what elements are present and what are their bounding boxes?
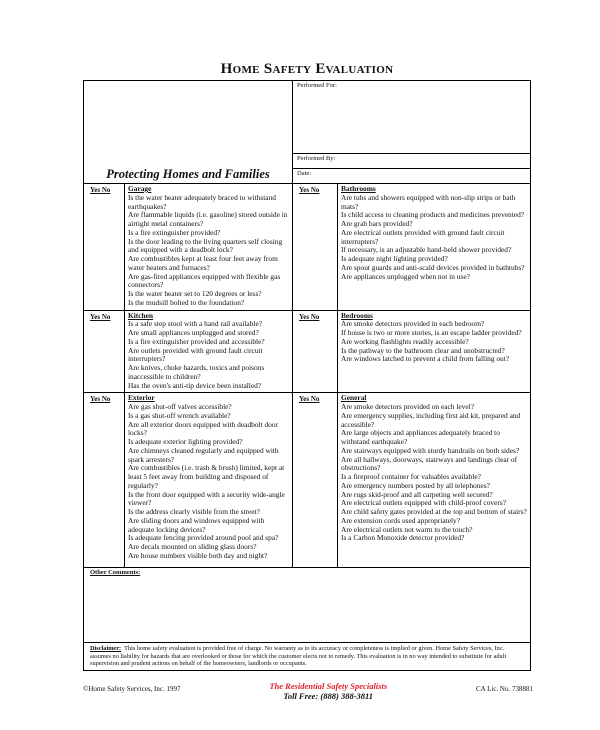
checklist-question: Are house numbers visible both day and night?: [128, 550, 268, 560]
checklist-question: Is a fire extinguisher provided?: [128, 227, 221, 237]
checklist-question: Are working flashlights readily accessible?: [341, 336, 469, 346]
section-title: Bedrooms: [341, 310, 373, 320]
checklist-question: Are decals mounted on sliding glass doors?: [128, 542, 257, 551]
checklist-question: Are emergency supplies, including first aid kit, prepared and accessible?: [341, 410, 521, 429]
checklist-question: Are small appliances unplugged and stored?: [128, 328, 259, 337]
checklist-question: Is a Carbon Monoxide detector provided?: [341, 533, 465, 543]
checklist-question: Is child access to cleaning products and medicines prevented?: [341, 210, 525, 220]
performed-for-field[interactable]: Performed For:: [293, 81, 530, 154]
checklist-question: Are extension cords used appropriately?: [341, 515, 461, 525]
checklist-question: Is the water heater set to 120 degrees or less?: [128, 289, 262, 298]
document-title: Home Safety Evaluation: [220, 61, 394, 77]
form-header: [84, 81, 530, 184]
section-bathrooms: [338, 184, 530, 310]
checklist-question: Is a safe step stool with a hand rail available?: [128, 319, 263, 329]
checklist-question: Is adequate night lighting provided?: [341, 254, 448, 263]
other-comments-field[interactable]: [84, 568, 530, 643]
row-garage-bathrooms: [84, 184, 530, 311]
license-number: CA Lic. No. 738881: [476, 685, 533, 694]
page-content: [83, 80, 532, 701]
checklist-question: Are smoke detectors provided in each bedroom?: [341, 319, 485, 329]
checklist-question: Has the oven's anti-tip device been installed?: [128, 380, 262, 390]
checklist-question: Is a gas shut-off wrench available?: [128, 410, 231, 420]
yes-no-header: Yes No: [293, 184, 338, 310]
checklist-question: Are electrical outlets provided with ground fault circuit interrupters?: [341, 227, 505, 246]
checklist-question: Are electrical outlets equipped with child-proof covers?: [341, 498, 506, 508]
footer: [83, 681, 533, 701]
copyright: ©Home Safety Services, Inc. 1997: [83, 685, 181, 694]
section-title: Exterior: [128, 393, 155, 403]
date-field[interactable]: Date:: [297, 170, 312, 177]
checklist-question: Are windows latched to prevent a child from falling out?: [341, 354, 510, 364]
checklist-question: Is adequate fencing provided around pool and spa?: [128, 533, 279, 543]
checklist-question: Are all exterior doors equipped with deadbolt door locks?: [128, 419, 279, 438]
yes-no-header: Yes No: [293, 311, 338, 393]
checklist-question: Are spout guards and anti-scald devices provided in bathtubs?: [341, 262, 525, 272]
checklist-question: Is the mudsill bolted to the foundation?: [128, 297, 245, 307]
yes-no-header: Yes No: [84, 184, 125, 310]
evaluation-form: [83, 80, 531, 671]
checklist-question: Is the pathway to the bathroom clear and unobstructed?: [341, 345, 505, 355]
yes-no-header: Yes No: [293, 393, 338, 567]
disclaimer-label: Disclaimer:: [90, 645, 122, 653]
disclaimer: [84, 643, 530, 670]
slogan: The Residential Safety Specialists: [269, 681, 388, 692]
row-exterior-general: [84, 393, 530, 568]
checklist-question: Are gas-fired appliances equipped with flexible gas connectors?: [128, 271, 281, 290]
section-exterior: [125, 393, 292, 567]
checklist-question: Are rugs skid-proof and all carpeting well secured?: [341, 489, 493, 499]
section-bedrooms: [338, 311, 530, 393]
checklist-question: Are smoke detectors provided on each level?: [341, 402, 474, 411]
checklist-question: Are tubs and showers equipped with non-slip strips or bath mats?: [341, 192, 516, 211]
section-kitchen: [125, 311, 292, 393]
checklist-question: Are appliances unplugged when not in use?: [341, 271, 470, 281]
section-title: Garage: [128, 184, 152, 193]
section-title: General: [341, 393, 367, 403]
checklist-question: Are stairways equipped with sturdy handrails on both sides?: [341, 445, 520, 455]
checklist-question: Is the water heater adequately braced to withstand earthquakes?: [128, 192, 276, 211]
performed-by-field[interactable]: Performed By:: [293, 154, 530, 169]
yes-no-header: Yes No: [84, 311, 125, 393]
checklist-question: Are combustibles (i.e. trash & brush) limited, kept at least 5 feet away from building and disposed of regularly?: [128, 463, 285, 490]
toll-free: Toll Free: (888) 388-3811: [283, 691, 374, 702]
checklist-question: Is a fire extinguisher provided and accessible?: [128, 336, 265, 346]
checklist-question: Are grab bars provided?: [341, 219, 413, 228]
checklist-question: Are emergency numbers posted by all telephones?: [341, 480, 490, 490]
checklist-question: Are electrical outlets not warm to the touch?: [341, 524, 473, 534]
checklist-question: Is adequate exterior lighting provided?: [128, 437, 243, 446]
checklist-question: Is the door leading to the living quarters self closing and equipped with a deadbolt lock?: [128, 236, 283, 255]
checklist-question: Are child safety gates provided at the top and bottom of stairs?: [341, 507, 527, 516]
checklist-question: Are large objects and appliances adequately braced to withstand earthquake?: [341, 428, 500, 446]
section-title: Kitchen: [128, 310, 154, 320]
disclaimer-text: This home safety evaluation is provided free of charge. No warranty as to its accuracy or completeness is implied or given. Home Safety Services, Inc. assumes no liability for hazards that are overlooked or those for which the customer elects not to remedy. This evaluation is in no way intended to substitute for adult supervision and prudent actions on behalf of the homeowners, landlords or occupants.: [90, 645, 507, 668]
checklist-question: Are gas shut-off valves accessible?: [128, 402, 232, 411]
checklist-question: Are flammable liquids (i.e. gasoline) stored outside in airtight metal containers?: [128, 210, 288, 228]
checklist-question: Are knives, choke hazards, toxics and poisons inaccessible to children?: [128, 363, 265, 381]
checklist-question: Are all hallways, doorways, stairways and landings clear of obstructions?: [341, 454, 518, 473]
checklist-question: Is the address clearly visible from the street?: [128, 507, 260, 516]
checklist-question: If house is two or more stories, is an escape ladder provided?: [341, 328, 522, 337]
section-general: [338, 393, 530, 567]
tagline: Protecting Homes and Families: [106, 167, 270, 181]
yes-no-header: Yes No: [84, 393, 125, 567]
checklist-question: Are chimneys cleaned regularly and equipped with spark arresters?: [128, 445, 279, 464]
checklist-question: If necessary, is an adjustable hand-held shower provided?: [341, 245, 512, 255]
checklist-question: Is the front door equipped with a security wide-angle viewer?: [128, 489, 285, 508]
checklist-question: Is a fireproof container for valuables available?: [341, 472, 481, 481]
logo-area: [84, 81, 293, 183]
other-comments-label: Other Comments:: [90, 569, 141, 577]
checklist-question: Are sliding doors and windows equipped with adequate locking devices?: [128, 515, 265, 534]
section-garage: [125, 184, 292, 310]
checklist-question: Are outlets provided with ground fault circuit interrupters?: [128, 345, 263, 364]
footer-center: [269, 681, 387, 701]
row-kitchen-bedrooms: [84, 311, 530, 394]
checklist-question: Are combustibles kept at least four feet away from water heaters and furnaces?: [128, 254, 278, 272]
section-title: Bathrooms: [341, 184, 376, 193]
